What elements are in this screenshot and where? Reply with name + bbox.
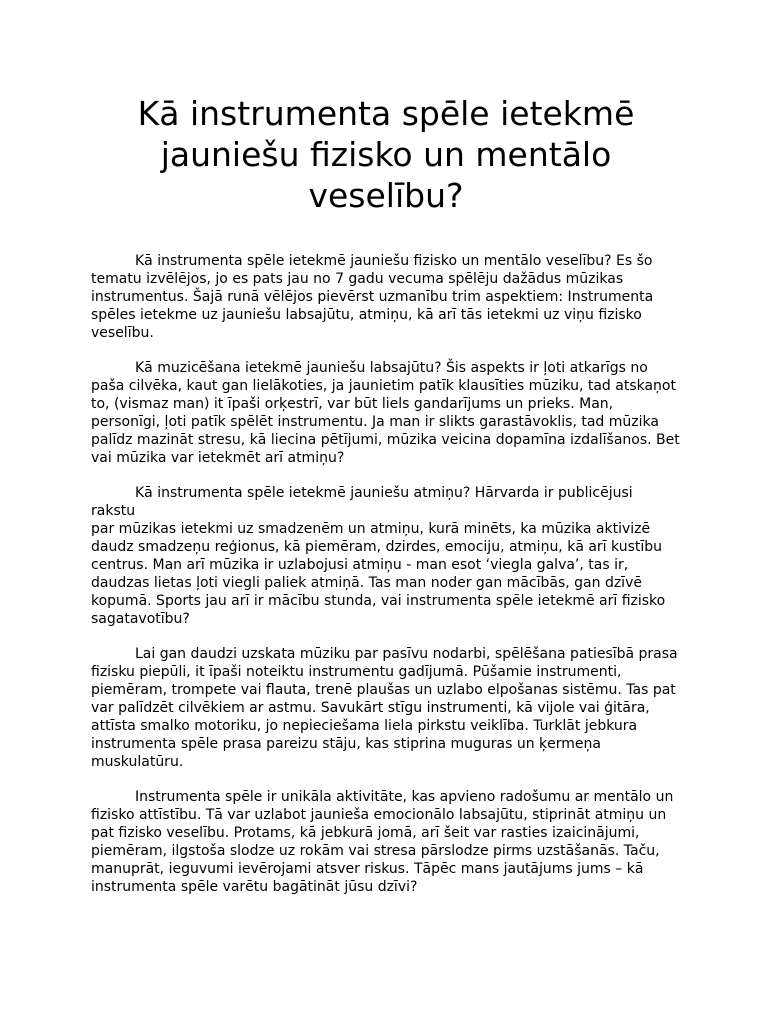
document-page xyxy=(91,93,681,913)
text-line: veselību. xyxy=(91,325,154,341)
title-line: jauniešu fizisko un mentālo xyxy=(160,135,612,174)
text-line: tematu izvēlējos, jo es pats jau no 7 gadu vecuma spēlēju dažādus mūzikas xyxy=(91,271,624,287)
text-line: centrus. Man arī mūzika ir uzlabojusi atmiņu - man esot ‘viegla galva’, tas ir, xyxy=(91,557,629,573)
text-line: instrumenta spēle varētu bagātināt jūsu dzīvi? xyxy=(91,879,418,895)
document-title xyxy=(91,93,681,216)
paragraph-memory xyxy=(91,484,681,628)
text-line: Lai gan daudzi uzskata mūziku par pasīvu nodarbi, spēlēšana patiesībā prasa xyxy=(135,646,678,662)
text-line: pat fizisko veselību. Protams, kā jebkurā jomā, arī šeit var rasties izaicinājumi, xyxy=(91,825,640,841)
paragraph-intro xyxy=(91,252,681,342)
text-line: Instrumenta spēle ir unikāla aktivitāte, kas apvieno radošumu ar mentālo un xyxy=(135,789,674,805)
text-line: kopumā. Sports jau arī ir mācību stunda, vai instrumenta spēle ietekmē arī fizisko xyxy=(91,593,666,609)
text-line: piemēram, ilgstoša slodze uz rokām vai stresa pārslodze pirms uzstāšanās. Taču, xyxy=(91,843,660,859)
paragraph-conclusion xyxy=(91,788,681,896)
text-line: Kā instrumenta spēle ietekmē jauniešu atmiņu? Hārvarda ir publicējusi rakstu xyxy=(91,485,633,519)
text-line: attīsta smalko motoriku, jo nepieciešama liela pirkstu veiklība. Turklāt jebkura xyxy=(91,718,638,734)
text-line: personīgi, ļoti patīk spēlēt instrumentu. Ja man ir slikts garastāvoklis, tad mūzika xyxy=(91,414,659,430)
text-line: piemēram, trompete vai flauta, trenē plaušas un uzlabo elpošanas sistēmu. Tas pat xyxy=(91,682,676,698)
text-line: sagatavotību? xyxy=(91,611,190,627)
text-line: par mūzikas ietekmi uz smadzenēm un atmiņu, kurā minēts, ka mūzika aktivizē xyxy=(91,521,651,537)
text-line: fizisku piepūli, it īpaši noteiktu instrumentu gadījumā. Pūšamie instrumenti, xyxy=(91,664,622,680)
text-line: instrumenta spēle prasa pareizu stāju, kas stiprina muguras un ķermeņa xyxy=(91,736,601,752)
text-line: manuprāt, ieguvumi ievērojami atsver riskus. Tāpēc mans jautājums jums – kā xyxy=(91,861,644,877)
title-line: veselību? xyxy=(308,176,464,215)
paragraph-physical xyxy=(91,645,681,771)
text-line: daudzas lietas ļoti viegli paliek atmiņā. Tas man noder gan mācībās, gan dzīvē xyxy=(91,575,642,591)
text-line: Kā muzicēšana ietekmē jauniešu labsajūtu? Šis aspekts ir ļoti atkarīgs no xyxy=(135,360,648,376)
text-line: fizisko attīstību. Tā var uzlabot jaunieša emocionālo labsajūtu, stiprināt atmiņu un xyxy=(91,807,667,823)
text-line: muskulatūru. xyxy=(91,754,184,770)
text-line: vai mūzika var ietekmēt arī atmiņu? xyxy=(91,450,345,466)
text-line: instrumentus. Šajā runā vēlējos pievērst uzmanību trim aspektiem: Instrumenta xyxy=(91,289,654,305)
title-line: Kā instrumenta spēle ietekmē xyxy=(137,94,635,133)
text-line: to, (vismaz man) it īpaši orķestrī, var būt liels gandarījums un prieks. Man, xyxy=(91,396,614,412)
text-line: paša cilvēka, kaut gan lielākoties, ja jaunietim patīk klausīties mūziku, tad atskaņot xyxy=(91,378,676,394)
text-line: var palīdzēt cilvēkiem ar astmu. Savukārt stīgu instrumenti, kā vijole vai ģitāra, xyxy=(91,700,650,716)
text-line: Kā instrumenta spēle ietekmē jauniešu fizisko un mentālo veselību? Es šo xyxy=(135,253,653,269)
text-line: palīdz mazināt stresu, kā liecina pētījumi, mūzika veicina dopamīna izdalīšanos. Bet xyxy=(91,432,680,448)
text-line: spēles ietekme uz jauniešu labsajūtu, atmiņu, kā arī tās ietekmi uz viņu fizisko xyxy=(91,307,642,323)
paragraph-wellbeing xyxy=(91,359,681,467)
text-line: daudz smadzeņu reģionus, kā piemēram, dzirdes, emociju, atmiņu, kā arī kustību xyxy=(91,539,663,555)
document-body xyxy=(91,252,681,896)
